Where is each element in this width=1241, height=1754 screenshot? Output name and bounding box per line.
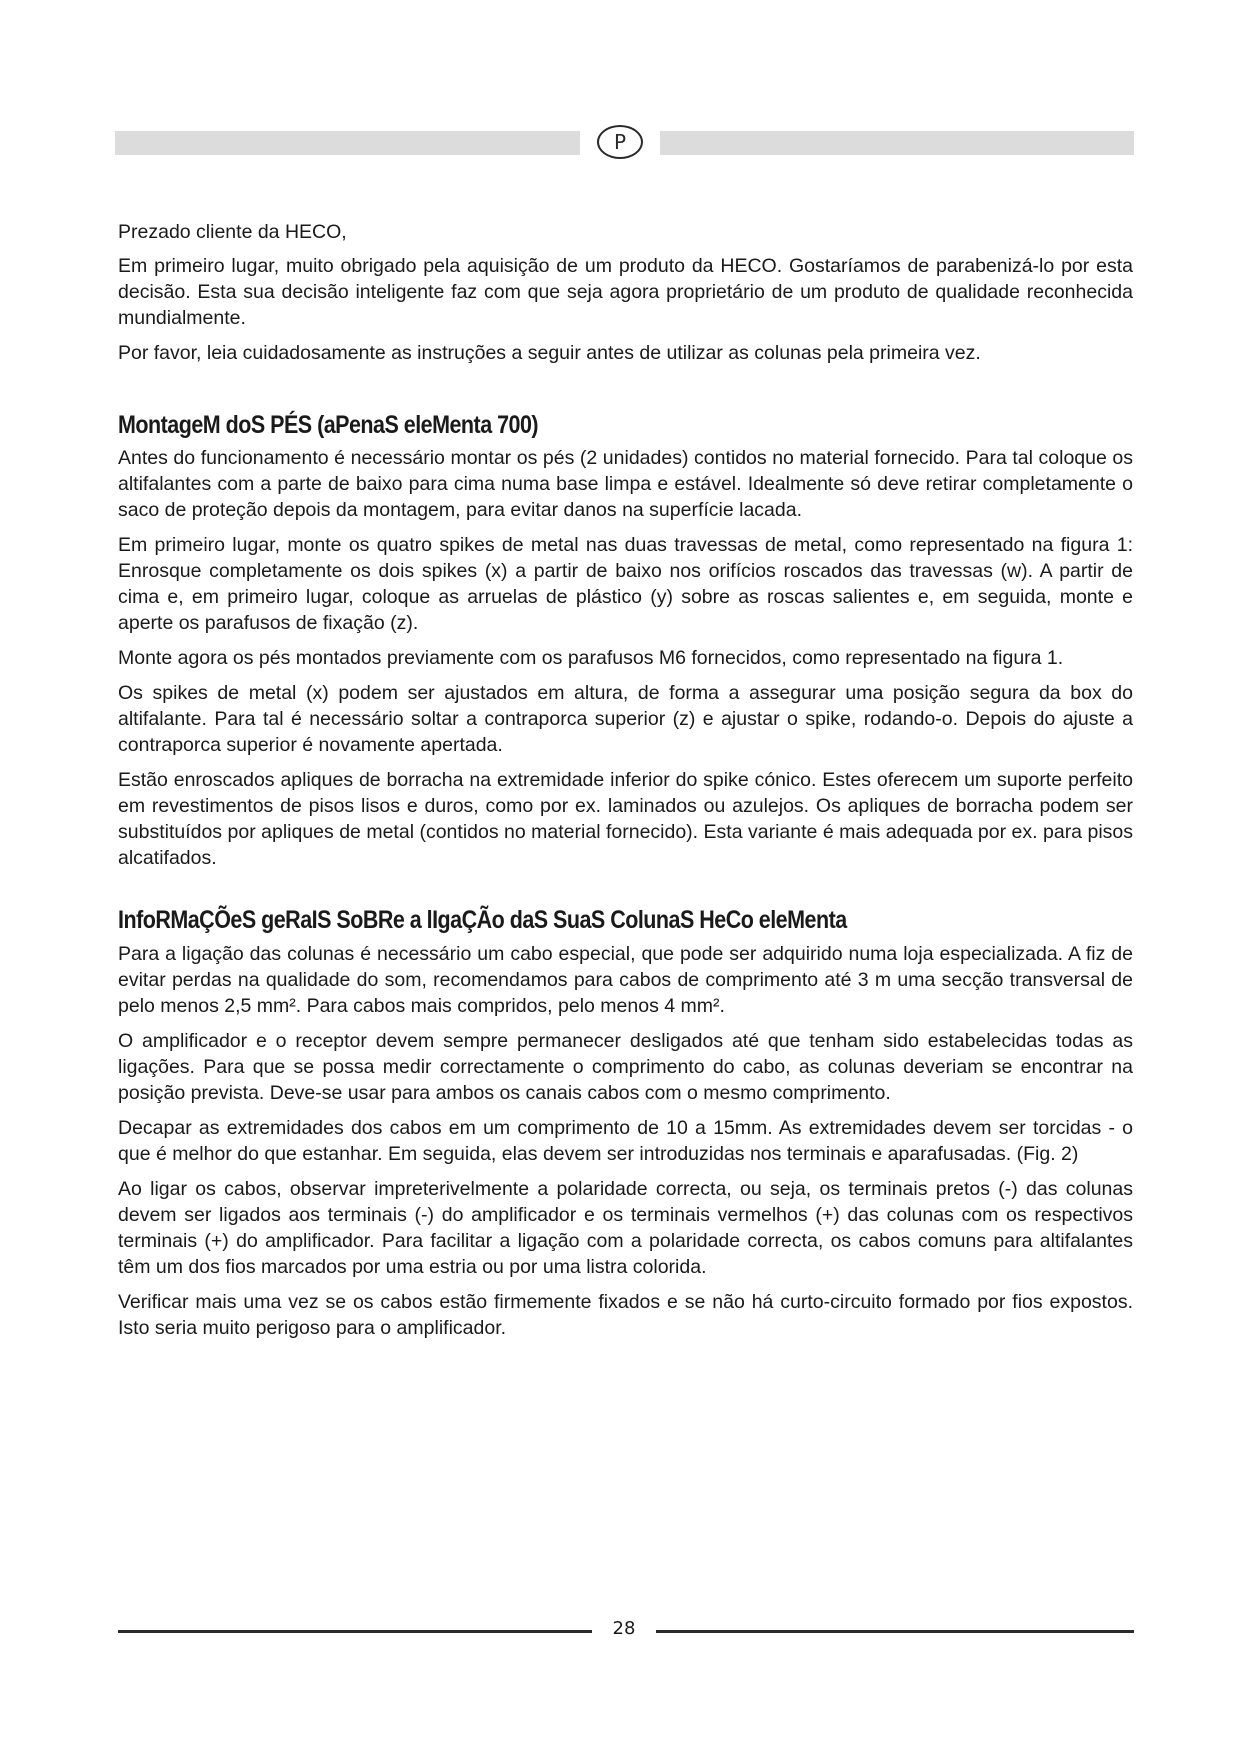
language-badge-label: P [613,130,627,154]
section-paragraph: Monte agora os pés montados previamente com os parafusos M6 fornecidos, como representado na figura 1. [118,647,1064,669]
section-paragraph: Verificar mais uma vez se os cabos estão firmemente fixados e se não há curto-circuito formado por fios expostos. Isto seria muito perigoso para o amplificador. [118,1291,1133,1339]
page-number: 28 [612,1618,636,1639]
footer-rule-right [656,1630,1134,1633]
page-content [118,219,1133,1350]
greeting: Prezado cliente da HECO, [118,221,347,243]
section-paragraph: Para a ligação das colunas é necessário um cabo especial, que pode ser adquirido numa loja especializada. A fiz de evitar perdas na qualidade do som, recomendamos para cabos de comprimento até 3 m uma secção transversal de pelo menos 2,5 mm². Para cabos mais compridos, pelo menos 4 mm². [118,943,1133,1017]
section-paragraph: O amplificador e o receptor devem sempre permanecer desligados até que tenham sido estabelecidas todas as ligações. Para que se possa medir correctamente o comprimento do cabo, as colunas deveriam se encontrar na posição prevista. Deve-se usar para ambos os canais cabos com o mesmo comprimento. [118,1030,1133,1104]
intro-paragraph: Em primeiro lugar, muito obrigado pela aquisição de um produto da HECO. Gostaríamos de parabenizá-lo por esta decisão. Esta sua decisão inteligente faz com que seja agora proprietário de um produto de qualidade reconhecida mundialmente. [118,255,1133,329]
footer-rule-left [118,1630,592,1633]
section-heading-informacoes: InfoRMaÇÕeS geRaIS SoBRe a lIgaÇÃo daS SuaS ColunaS HeCo eleMenta [118,906,847,934]
language-badge [597,125,643,159]
section-paragraph: Estão enroscados apliques de borracha na extremidade inferior do spike cónico. Estes oferecem um suporte perfeito em revestimentos de pisos lisos e duros, como por ex. laminados ou azulejos. Os apliques de borracha podem ser substituídos por apliques de metal (contidos no material fornecido). Esta variante é mais adequada por ex. para pisos alcatifados. [118,769,1133,869]
intro-paragraph: Por favor, leia cuidadosamente as instruções a seguir antes de utilizar as colunas pela primeira vez. [118,342,981,364]
header-bar-right [660,131,1134,155]
header-bar-left [115,131,580,155]
section-paragraph: Decapar as extremidades dos cabos em um comprimento de 10 a 15mm. As extremidades devem ser torcidas - o que é melhor do que estanhar. Em seguida, elas devem ser introduzidas nos terminais e aparafusadas. (Fig. 2) [118,1117,1133,1165]
section-paragraph: Em primeiro lugar, monte os quatro spikes de metal nas duas travessas de metal, como representado na figura 1: Enrosque completamente os dois spikes (x) a partir de baixo nos orifícios roscados das travessas (w). A partir de cima e, em primeiro lugar, coloque as arruelas de plástico (y) sobre as roscas salientes e, em seguida, monte e aperte os parafusos de fixação (z). [118,534,1133,634]
section-paragraph: Antes do funcionamento é necessário montar os pés (2 unidades) contidos no material fornecido. Para tal coloque os altifalantes com a parte de baixo para cima numa base limpa e estável. Idealmente só deve retirar completamente o saco de proteção depois da montagem, para evitar danos na superfície lacada. [118,447,1133,521]
section-paragraph: Os spikes de metal (x) podem ser ajustados em altura, de forma a assegurar uma posição segura da box do altifalante. Para tal é necessário soltar a contraporca superior (z) e ajustar o spike, rodando-o. Depois do ajuste a contraporca superior é novamente apertada. [118,682,1133,756]
section-heading-montagem: MontageM doS PÉS (aPenaS eleMenta 700) [118,411,539,439]
section-paragraph: Ao ligar os cabos, observar impreterivelmente a polaridade correcta, ou seja, os terminais pretos (-) das colunas devem ser ligados aos terminais (-) do amplificador e os terminais vermelhos (+) das colunas com os respectivos terminais (+) do amplificador. Para facilitar a ligação com a polaridade correcta, os cabos comuns para altifalantes têm um dos fios marcados por uma estria ou por uma listra colorida. [118,1178,1133,1278]
